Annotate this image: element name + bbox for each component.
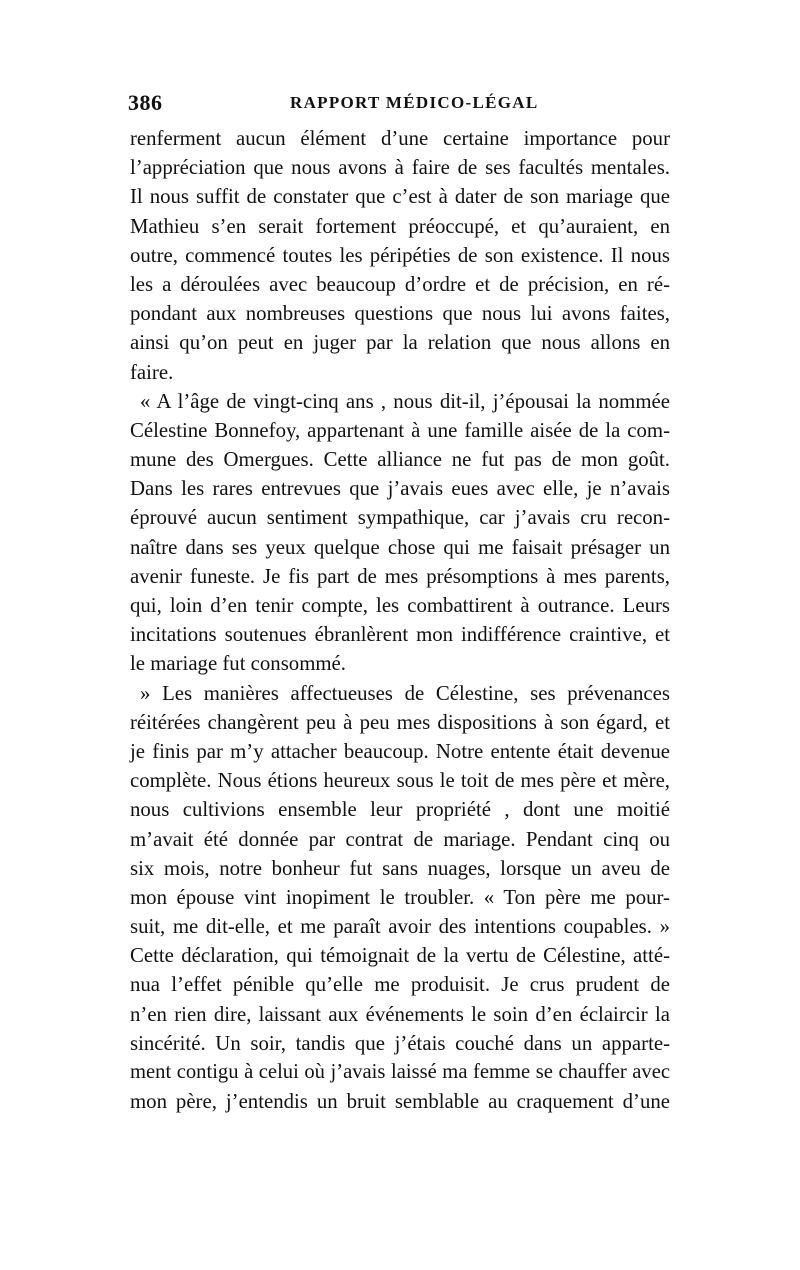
text-line: nua l’effet pénible qu’elle me produisit. Je crus prudent de [130, 973, 670, 997]
text-line: naître dans ses yeux quelque chose qui me faisait présager un [130, 535, 670, 559]
body-text [130, 124, 670, 1116]
text-line: ment contigu à celui où j’avais laissé ma femme se chauffer avec [130, 1061, 670, 1083]
text-line: qui, loin d’en tenir compte, les combattirent à outrance. Leurs [130, 594, 670, 617]
text-line: Célestine Bonnefoy, appartenant à une famille aisée de la com- [130, 418, 670, 442]
text-line: le mariage fut consommé. [130, 652, 346, 676]
text-line: Cette déclaration, qui témoignait de la vertu de Célestine, atté- [130, 944, 670, 968]
text-line: incitations soutenues ébranlèrent mon indifférence craintive, et [130, 623, 670, 647]
text-line: réitérées changèrent peu à peu mes dispositions à son égard, et [130, 710, 670, 734]
text-line: Mathieu s’en serait fortement préoccupé, et qu’auraient, en [130, 214, 670, 238]
text-line: Il nous suffit de constater que c’est à dater de son mariage que [130, 185, 670, 209]
text-line: les a déroulées avec beaucoup d’ordre et de précision, en ré- [130, 272, 670, 296]
text-line: éprouvé aucun sentiment sympathique, car j’avais cru recon- [130, 506, 670, 530]
text-line: pondant aux nombreuses questions que nous lui avons faites, [130, 302, 670, 326]
page-number: 386 [128, 90, 163, 115]
text-line: sincérité. Un soir, tandis que j’étais couché dans un apparte- [130, 1031, 670, 1055]
text-line: mune des Omergues. Cette alliance ne fut pas de mon goût. [130, 448, 670, 472]
text-line: avenir funeste. Je fis part de mes présomptions à mes parents, [130, 564, 670, 588]
text-line: suit, me dit-elle, et me paraît avoir des intentions coupables. » [130, 915, 670, 939]
text-line: faire. [130, 360, 174, 384]
text-line: mon épouse vint inopiment le troubler. « Ton père me pour- [130, 885, 670, 909]
text-line: n’en rien dire, laissant aux événements le soin d’en éclaircir la [130, 1002, 670, 1026]
text-line: renferment aucun élément d’une certaine importance pour [130, 127, 670, 150]
text-line: Dans les rares entrevues que j’avais eues avec elle, je n’avais [130, 477, 670, 501]
text-line: six mois, notre bonheur fut sans nuages, lorsque un aveu de [130, 856, 670, 880]
running-header [128, 90, 673, 118]
text-line: ainsi qu’on peut en juger par la relation que nous allons en [130, 331, 670, 355]
text-line: outre, commencé toutes les péripéties de son existence. Il nous [130, 243, 670, 267]
text-line: mon père, j’entendis un bruit semblable au craquement d’une [130, 1090, 670, 1114]
text-line: complète. Nous étions heureux sous le toit de mes père et mère, [130, 769, 670, 793]
text-line: m’avait été donnée par contrat de mariage. Pendant cinq ou [130, 827, 670, 851]
text-line: l’appréciation que nous avons à faire de ses facultés mentales. [130, 156, 670, 180]
text-line: « A l’âge de vingt-cinq ans , nous dit-il, j’épousai la nommée [140, 389, 670, 413]
text-line: nous cultivions ensemble leur propriété , dont une moitié [130, 798, 670, 822]
text-line: je finis par m’y attacher beaucoup. Notre entente était devenue [130, 739, 670, 763]
text-line: » Les manières affectueuses de Célestine, ses prévenances [140, 681, 670, 705]
running-title: RAPPORT MÉDICO-LÉGAL [290, 93, 539, 112]
